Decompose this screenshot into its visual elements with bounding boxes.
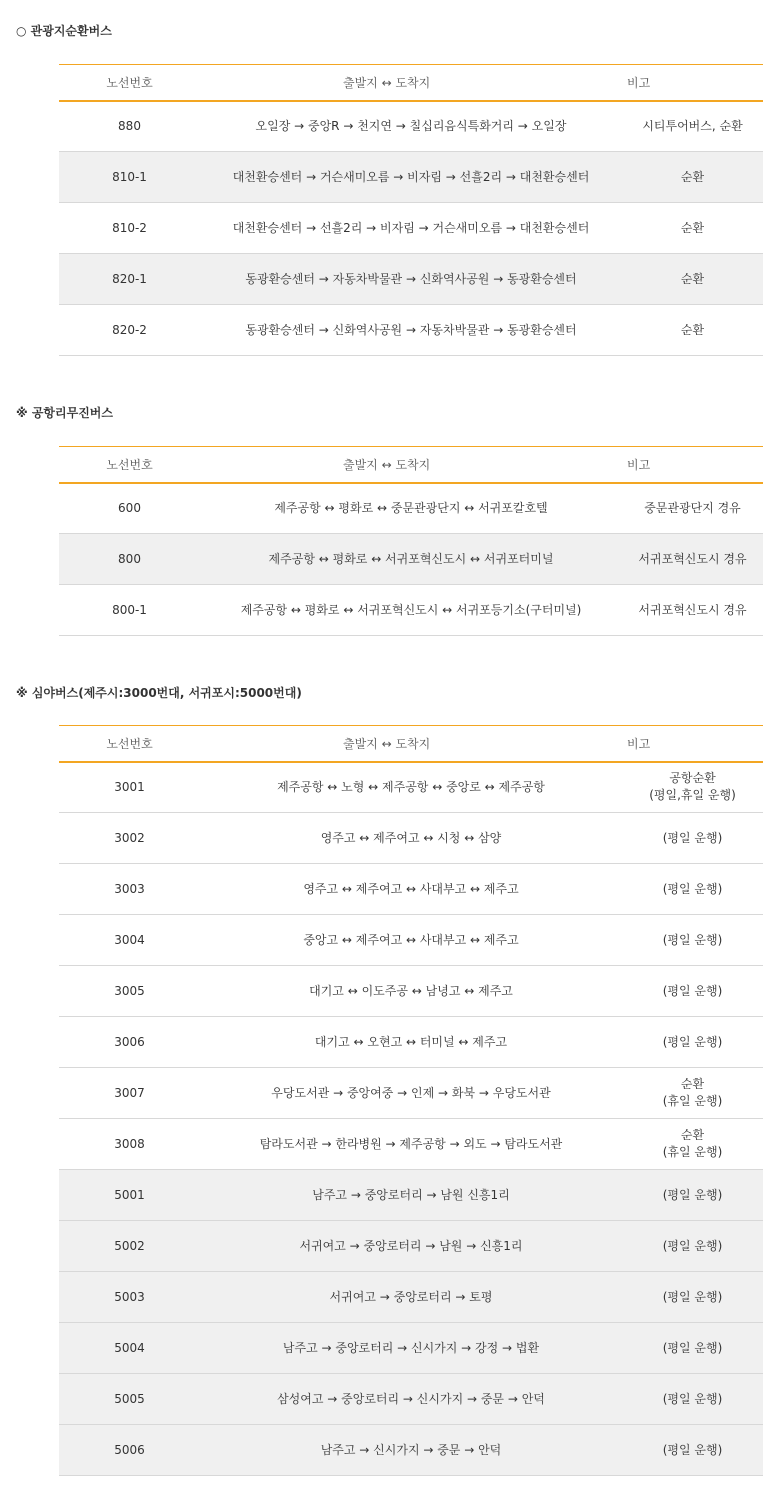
route-path-cell: 우당도서관 → 중앙여중 → 인제 → 화북 → 우당도서관 [200,1068,622,1119]
remarks-line: (평일 운행) [662,1289,723,1304]
remarks-line: 순환 [680,1128,705,1142]
remarks-cell [622,1068,763,1119]
route-path-cell: 대기고 ↔ 이도주공 ↔ 남녕고 ↔ 제주고 [200,966,622,1017]
remarks-line: 서귀포혁신도시 경유 [638,551,747,566]
remarks-line: (평일 운행) [662,1034,723,1049]
table-body [59,101,763,356]
remarks-line: (평일 운행) [662,983,723,998]
route-path-cell: 삼성여고 → 중앙로터리 → 신시가지 → 중문 → 안덕 [200,1374,622,1425]
route-number-cell: 810-1 [59,152,200,203]
table-row [59,203,763,254]
route-number-cell: 5006 [59,1425,200,1476]
header-route-number: 노선번호 [59,447,200,483]
route-path-cell: 동광환승센터 → 자동차박물관 → 신화역사공원 → 동광환승센터 [200,254,622,305]
remarks-cell [622,966,763,1017]
remarks-cell [622,1323,763,1374]
route-path-cell: 남주고 → 중앙로터리 → 남원 신흥1리 [200,1170,622,1221]
remarks-line: (평일 운행) [662,1187,723,1202]
table-row [59,585,763,636]
table-row [59,534,763,585]
remarks-cell [622,813,763,864]
table-row [59,1374,763,1425]
header-route-number: 노선번호 [59,726,200,762]
table-row [59,254,763,305]
remarks-cell [622,1374,763,1425]
table-header-row [59,65,763,101]
remarks-line: 순환 [680,220,705,235]
route-number-cell: 3001 [59,762,200,813]
remarks-cell [622,534,763,585]
section-title-tour-bus: ○ 관광지순환버스 [16,24,112,38]
header-origin-destination: 출발지 ↔ 도착지 [200,65,622,101]
route-path-cell: 대기고 ↔ 오현고 ↔ 터미널 ↔ 제주고 [200,1017,622,1068]
table-header-row [59,447,763,483]
remarks-cell [622,915,763,966]
route-number-cell: 3004 [59,915,200,966]
route-path-cell: 서귀여고 → 중앙로터리 → 토평 [200,1272,622,1323]
table-row [59,966,763,1017]
route-path-cell: 남주고 → 중앙로터리 → 신시가지 → 강정 → 법환 [200,1323,622,1374]
route-number-cell: 5005 [59,1374,200,1425]
route-path-cell: 서귀여고 → 중앙로터리 → 남원 → 신흥1리 [200,1221,622,1272]
remarks-line: (평일,휴일 운행) [649,788,736,803]
remarks-line: 시티투어버스, 순환 [642,118,743,133]
remarks-line: (휴일 운행) [662,1145,723,1159]
route-path-cell: 남주고 → 신시가지 → 중문 → 안덕 [200,1425,622,1476]
remarks-line: 순환 [680,1077,705,1091]
route-number-cell: 820-2 [59,305,200,356]
table-row [59,1068,763,1119]
route-path-cell: 영주고 ↔ 제주여고 ↔ 시청 ↔ 삼양 [200,813,622,864]
route-number-cell: 820-1 [59,254,200,305]
remarks-cell [622,254,763,305]
table-row [59,1272,763,1323]
route-path-cell: 제주공항 ↔ 노형 ↔ 제주공항 ↔ 중앙로 ↔ 제주공항 [200,762,622,813]
remarks-cell [622,864,763,915]
route-number-cell: 800 [59,534,200,585]
table-row [59,152,763,203]
table-row [59,762,763,813]
remarks-line: (평일 운행) [662,932,723,947]
route-number-cell: 5002 [59,1221,200,1272]
table-row [59,1119,763,1170]
table-row [59,1425,763,1476]
remarks-line: (평일 운행) [662,1340,723,1355]
table-row [59,915,763,966]
remarks-line: (평일 운행) [662,830,723,845]
route-path-cell: 동광환승센터 → 신화역사공원 → 자동차박물관 → 동광환승센터 [200,305,622,356]
remarks-line: (휴일 운행) [662,1094,723,1108]
route-number-cell: 3002 [59,813,200,864]
remarks-line: 순환 [680,271,705,286]
late-night-bus-table [59,725,763,1476]
table-row [59,813,763,864]
route-path-cell: 대천환승센터 → 거슨새미오름 → 비자림 → 선흘2리 → 대천환승센터 [200,152,622,203]
remarks-cell [622,1425,763,1476]
remarks-line: 순환 [680,322,705,337]
route-path-cell: 제주공항 ↔ 평화로 ↔ 중문관광단지 ↔ 서귀포칼호텔 [200,483,622,534]
route-path-cell: 영주고 ↔ 제주여고 ↔ 사대부고 ↔ 제주고 [200,864,622,915]
route-number-cell: 3005 [59,966,200,1017]
route-path-cell: 탐라도서관 → 한라병원 → 제주공항 → 외도 → 탐라도서관 [200,1119,622,1170]
route-number-cell: 5003 [59,1272,200,1323]
remarks-cell [622,1272,763,1323]
header-route-number: 노선번호 [59,65,200,101]
route-path-cell: 오일장 → 중앙R → 천지연 → 칠십리음식특화거리 → 오일장 [200,101,622,152]
route-number-cell: 810-2 [59,203,200,254]
remarks-cell [622,1119,763,1170]
remarks-cell [622,585,763,636]
table-header-row [59,726,763,762]
route-path-cell: 제주공항 ↔ 평화로 ↔ 서귀포혁신도시 ↔ 서귀포등기소(구터미널) [200,585,622,636]
remarks-line: (평일 운행) [662,881,723,896]
route-number-cell: 600 [59,483,200,534]
table-row [59,1170,763,1221]
remarks-cell [622,152,763,203]
table-row [59,1323,763,1374]
header-remarks: 비고 [622,65,763,101]
remarks-cell [622,1017,763,1068]
remarks-cell [622,1170,763,1221]
table-body [59,762,763,1476]
table-row [59,1017,763,1068]
route-number-cell: 3006 [59,1017,200,1068]
tour-bus-table [59,64,763,356]
route-number-cell: 3007 [59,1068,200,1119]
remarks-line: 중문관광단지 경유 [644,500,741,515]
remarks-cell [622,1221,763,1272]
header-origin-destination: 출발지 ↔ 도착지 [200,726,622,762]
header-remarks: 비고 [622,447,763,483]
table-row [59,101,763,152]
table-row [59,1221,763,1272]
route-number-cell: 3003 [59,864,200,915]
header-origin-destination: 출발지 ↔ 도착지 [200,447,622,483]
airport-limousine-table [59,446,763,636]
route-path-cell: 대천환승센터 → 선흘2리 → 비자림 → 거슨새미오름 → 대천환승센터 [200,203,622,254]
remarks-line: (평일 운행) [662,1442,723,1457]
route-number-cell: 3008 [59,1119,200,1170]
table-row [59,305,763,356]
remarks-cell [622,483,763,534]
remarks-line: 순환 [680,169,705,184]
route-path-cell: 중앙고 ↔ 제주여고 ↔ 사대부고 ↔ 제주고 [200,915,622,966]
table-row [59,483,763,534]
header-remarks: 비고 [622,726,763,762]
route-number-cell: 800-1 [59,585,200,636]
section-title-late-night-bus: ※ 심야버스(제주시:3000번대, 서귀포시:5000번대) [16,686,302,700]
remarks-cell [622,305,763,356]
remarks-cell [622,762,763,813]
table-row [59,864,763,915]
remarks-line: (평일 운행) [662,1238,723,1253]
remarks-line: (평일 운행) [662,1391,723,1406]
route-number-cell: 880 [59,101,200,152]
route-number-cell: 5001 [59,1170,200,1221]
remarks-line: 공항순환 [669,771,716,786]
table-body [59,483,763,636]
section-title-airport-limousine: ※ 공항리무진버스 [16,406,113,420]
remarks-line: 서귀포혁신도시 경유 [638,602,747,617]
remarks-cell [622,203,763,254]
remarks-cell [622,101,763,152]
route-path-cell: 제주공항 ↔ 평화로 ↔ 서귀포혁신도시 ↔ 서귀포터미널 [200,534,622,585]
route-number-cell: 5004 [59,1323,200,1374]
